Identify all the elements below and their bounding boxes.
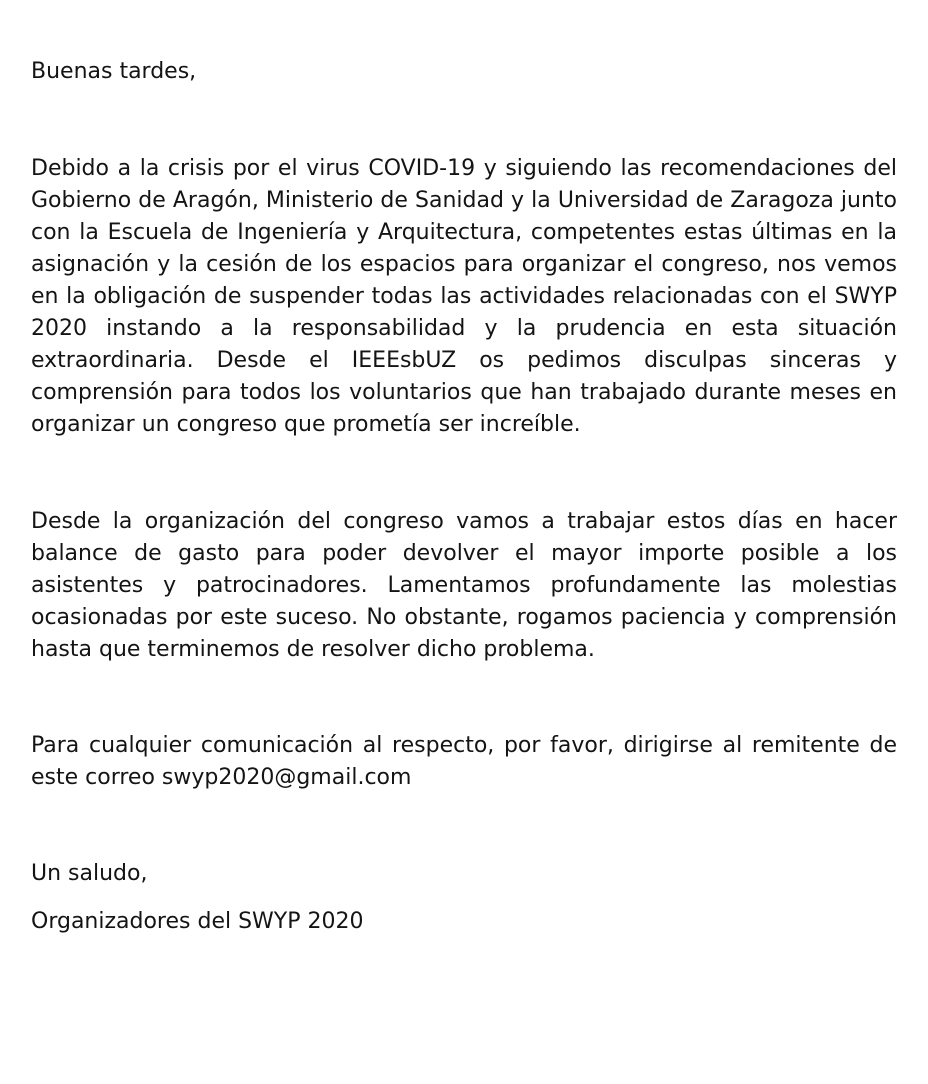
letter-body (31, 56, 897, 938)
paragraph-refund-balance: Desde la organización del congreso vamos a trabajar estos días en hacer balance de gasto para poder devolver el mayor importe posible a los asistentes y patrocinadores. Lamentamos profundamente las molestias ocasionadas por este suceso. No obstante, rogamos paciencia y comprensión hasta que terminemos de resolver dicho problema. (31, 509, 897, 662)
closing: Un saludo, (31, 861, 148, 886)
paragraph-contact-info: Para cualquier comunicación al respecto, por favor, dirigirse al remitente de este correo swyp2020@gmail.com (31, 733, 897, 790)
signature: Organizadores del SWYP 2020 (31, 909, 364, 934)
paragraph-covid-suspension: Debido a la crisis por el virus COVID-19 y siguiendo las recomendaciones del Gobierno de Aragón, Ministerio de Sanidad y la Universidad de Zaragoza junto con la Escuela de Ingeniería y Arquitectura, competentes estas últimas en la asignación y la cesión de los espacios para organizar el congreso, nos vemos en la obligación de suspender todas las actividades relacionadas con el SWYP 2020 instando a la responsabilidad y la prudencia en esta situación extraordinaria. Desde el IEEEsbUZ os pedimos disculpas sinceras y comprensión para todos los voluntarios que han trabajado durante meses en organizar un congreso que prometía ser increíble. (31, 156, 897, 437)
greeting: Buenas tardes, (31, 59, 197, 84)
